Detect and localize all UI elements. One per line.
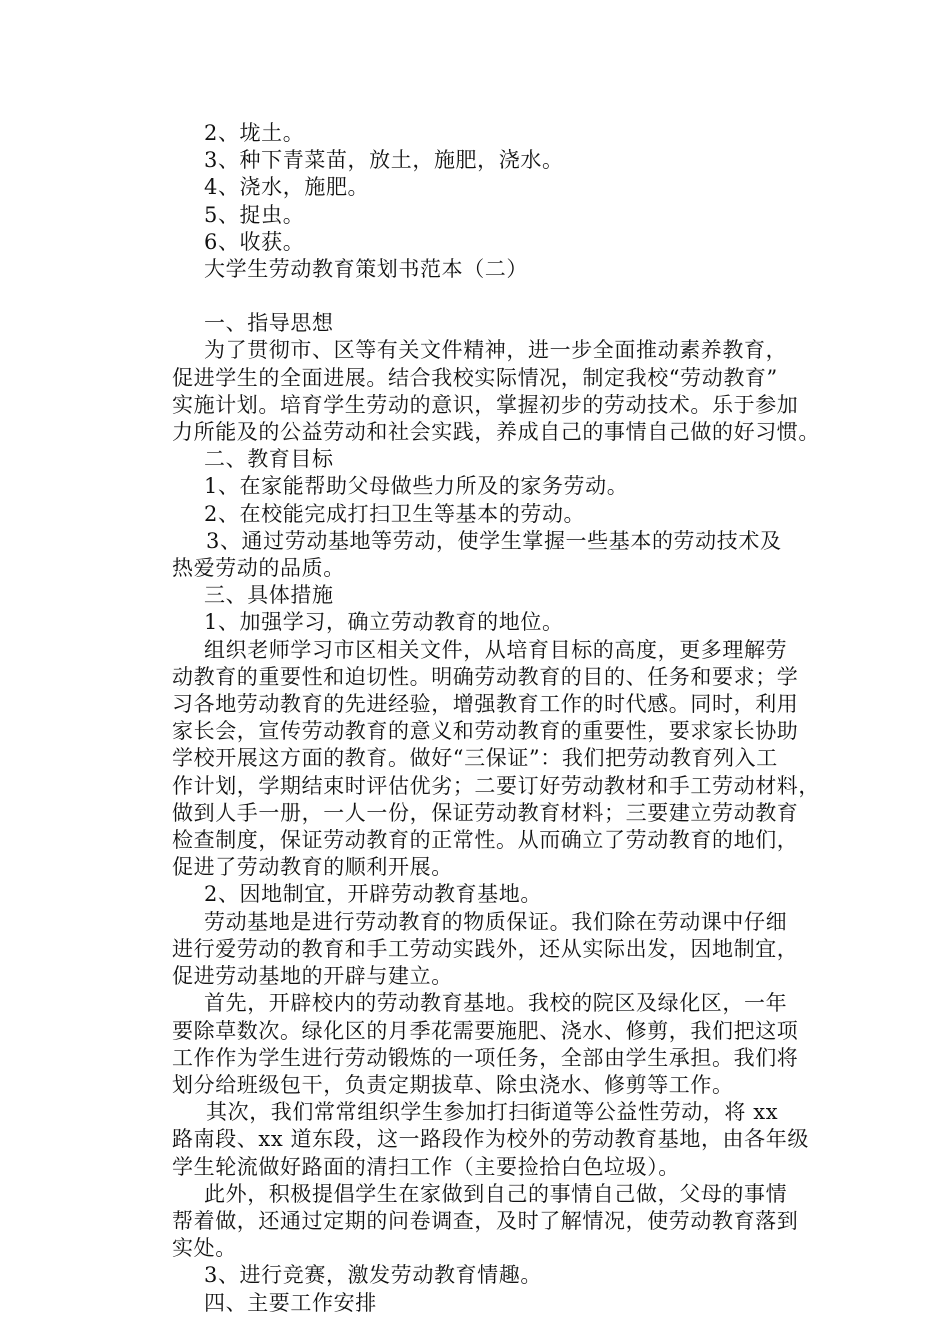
paragraph-line: 首先，开辟校内的劳动教育基地。我校的院区及绿化区，一年 [204,991,788,1016]
paragraph-line: 实处。 [172,1236,237,1261]
blank-line [172,283,820,310]
list-item: 2、垅土。 [204,121,305,145]
paragraph-line: 促进劳动基地的开辟与建立。 [172,964,453,989]
subheading: 2、因地制宜，开辟劳动教育基地。 [204,882,542,907]
document-title: 大学生劳动教育策划书范本（二） [204,257,528,282]
list-item: 5、捉虫。 [204,202,305,227]
list-item: 6、收获。 [204,229,305,254]
paragraph-line: 为了贯彻市、区等有关文件精神，进一步全面推动素养教育， [204,338,788,363]
paragraph-line: 习各地劳动教育的先进经验，增强教育工作的时代感。同时，利用 [172,692,799,717]
paragraph-line: 进行爱劳动的教育和手工劳动实践外，还从实际出发，因地制宜， [172,936,799,961]
paragraph-line: 促进了劳动教育的顺利开展。 [172,855,453,880]
section-heading: 一、指导思想 [204,311,334,336]
paragraph-line: 路南段、xx 道东段，这一路段作为校外的劳动教育基地，由各年级 [172,1127,809,1152]
paragraph-line: 促进学生的全面进展。结合我校实际情况，制定我校“劳动教育” [172,365,778,390]
paragraph-line: 做到人手一册，一人一份，保证劳动教育材料；三要建立劳动教育 [172,800,799,825]
paragraph-line: 划分给班级包干，负责定期拔草、除虫浇水、修剪等工作。 [172,1072,734,1097]
paragraph-line: 热爱劳动的品质。 [172,556,345,581]
paragraph-line: 帮着做，还通过定期的问卷调查，及时了解情况，使劳动教育落到 [172,1208,799,1233]
paragraph-line: 组织老师学习市区相关文件，从培育目标的高度，更多理解劳 [204,637,788,662]
list-item: 3、种下青菜苗，放土，施肥，浇水。 [204,148,564,173]
paragraph-line: 实施计划。培育学生劳动的意识，掌握初步的劳动技术。乐于参加 [172,392,799,417]
paragraph-line: 学校开展这方面的教育。做好“三保证”：我们把劳动教育列入工 [172,746,778,771]
paragraph-line: 学生轮流做好路面的清扫工作（主要捡拾白色垃圾）。 [172,1154,680,1179]
list-item: 2、在校能完成打扫卫生等基本的劳动。 [204,501,586,526]
paragraph-line: 力所能及的公益劳动和社会实践，养成自己的事情自己做的好习惯。 [172,420,820,445]
section-heading: 三、具体措施 [204,583,334,608]
section-heading: 二、教育目标 [204,447,334,472]
list-item: 3、通过劳动基地等劳动，使学生掌握一些基本的劳动技术及 [206,528,782,553]
paragraph-line: 劳动基地是进行劳动教育的物质保证。我们除在劳动课中仔细 [204,909,788,934]
list-item: 1、在家能帮助父母做些力所及的家务劳动。 [204,474,629,499]
list-item: 4、浇水，施肥。 [204,175,370,200]
subheading: 1、加强学习，确立劳动教育的地位。 [204,610,564,635]
paragraph-line: 要除草数次。绿化区的月季花需要施肥、浇水、修剪，我们把这项 [172,1018,799,1043]
paragraph-line: 此外，积极提倡学生在家做到自己的事情自己做，父母的事情 [204,1181,788,1206]
paragraph-line: 家长会，宣传劳动教育的意义和劳动教育的重要性，要求家长协助 [172,719,799,744]
paragraph-line: 检查制度，保证劳动教育的正常性。从而确立了劳动教育的地们， [172,828,799,853]
section-heading: 四、主要工作安排 [204,1290,377,1315]
paragraph-line: 工作作为学生进行劳动锻炼的一项任务，全部由学生承担。我们将 [172,1045,799,1070]
paragraph-line: 动教育的重要性和迫切性。明确劳动教育的目的、任务和要求；学 [172,664,799,689]
paragraph-line: 作计划，学期结束时评估优劣；二要订好劳动教材和手工劳动材料， [172,773,820,798]
subheading: 3、进行竞赛，激发劳动教育情趣。 [204,1263,542,1288]
paragraph-line: 其次，我们常常组织学生参加打扫街道等公益性劳动，将 xx [206,1100,779,1125]
